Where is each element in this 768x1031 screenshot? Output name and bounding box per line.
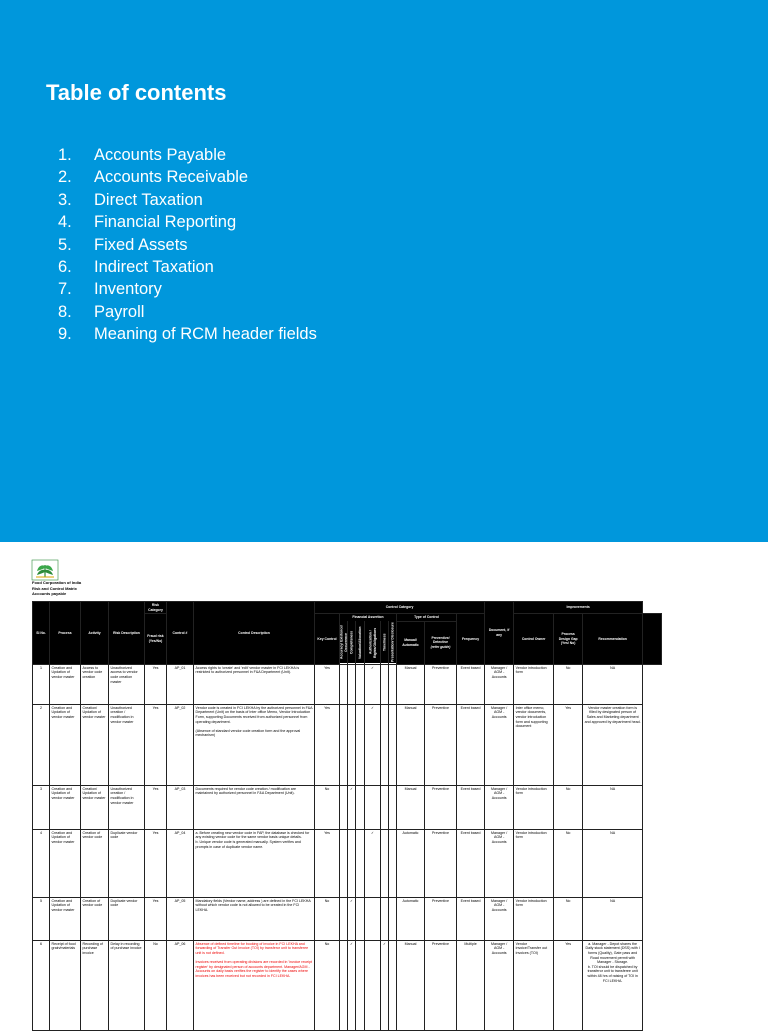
col-presentation: Presentation/ Disclosure xyxy=(389,621,397,664)
toc-item[interactable] xyxy=(58,323,317,345)
col-risk-category: Risk Category xyxy=(145,602,167,614)
toc-item-number: 9. xyxy=(58,325,72,344)
cell-risk: Unauthorized creation / modification in vendor master xyxy=(109,785,145,829)
cell-assertion xyxy=(340,897,348,940)
cell-process: Creation and Updation of vendor master xyxy=(50,704,81,785)
cell-assertion: ✓ xyxy=(348,897,356,940)
cell-assertion: ✓ xyxy=(348,940,356,1030)
cell-gap: No xyxy=(554,785,583,829)
col-financial-assertion: Financial Assertion xyxy=(340,614,397,622)
cell-assertion xyxy=(389,785,397,829)
toc-item-label: Payroll xyxy=(94,302,145,321)
col-key-control: Key Control xyxy=(315,614,340,665)
toc-list xyxy=(58,144,317,346)
cell-owner: Manager / AGM - Accounts xyxy=(485,940,514,1030)
cell-control-desc xyxy=(194,704,315,785)
cell-frequency: Event based xyxy=(457,664,485,704)
matrix-title: Risk and Control Matrix xyxy=(32,585,77,591)
cell-preventive: Preventive xyxy=(425,664,457,704)
col-risk-description: Risk Description xyxy=(109,602,145,665)
toc-item[interactable] xyxy=(58,301,317,323)
toc-item-number: 6. xyxy=(58,258,72,277)
cell-assertion: ✓ xyxy=(348,785,356,829)
cell-risk: Unauthorized access to vendor code creation master xyxy=(109,664,145,704)
cell-fraud: Yes xyxy=(145,897,167,940)
col-timeliness: Timeliness xyxy=(381,621,389,664)
cell-assertion xyxy=(389,897,397,940)
cell-assertion xyxy=(348,704,356,785)
toc-item-number: 3. xyxy=(58,190,72,209)
cell-assertion xyxy=(340,664,348,704)
cell-assertion xyxy=(340,829,348,897)
cell-sl: 3 xyxy=(33,785,50,829)
col-authorization: Authorization / Rights/Obligations xyxy=(365,621,381,664)
cell-risk: Delay in recording of purchase invoice xyxy=(109,940,145,1030)
refer-guide-label: (refer guide) xyxy=(430,645,451,650)
toc-item-number: 5. xyxy=(58,235,72,254)
table-row[interactable] xyxy=(33,785,662,829)
cell-owner: Manager / AGM - Accounts xyxy=(485,829,514,897)
col-process: Process xyxy=(50,602,81,665)
cell-owner: Manager / AGM - Accounts xyxy=(485,785,514,829)
cell-control-no: AP_05 xyxy=(167,897,194,940)
rcm-table xyxy=(32,601,662,1031)
cell-activity: Creation/ Updation of vendor master xyxy=(81,785,109,829)
toc-item-label: Meaning of RCM header fields xyxy=(94,325,317,344)
cell-assertion xyxy=(356,940,365,1030)
toc-item[interactable] xyxy=(58,278,317,300)
cell-frequency: Event based xyxy=(457,829,485,897)
toc-item[interactable] xyxy=(58,234,317,256)
cell-key: Yes xyxy=(315,664,340,704)
cell-manual: Manual xyxy=(397,785,425,829)
cell-process: Creation and Updation of vendor master xyxy=(50,785,81,829)
cell-preventive: Preventive xyxy=(425,940,457,1030)
col-sl-no: Sl No. xyxy=(33,602,50,665)
toc-item-label: Financial Reporting xyxy=(94,213,237,232)
cell-activity: Recording of purchase invoice xyxy=(81,940,109,1030)
cell-owner: Manager / AGM - Accounts xyxy=(485,704,514,785)
toc-item[interactable] xyxy=(58,189,317,211)
col-preventive-detective xyxy=(425,621,457,664)
cell-recommendation: NA xyxy=(583,664,643,704)
org-name: Food Corporation of India xyxy=(32,580,82,585)
cell-recommendation: Vendor master creation form is filled by designated person of Sales and Marketing department and approved by department head. xyxy=(583,704,643,785)
cell-control-no: AP_06 xyxy=(167,940,194,1030)
cell-manual: Manual xyxy=(397,940,425,1030)
cell-manual: Manual xyxy=(397,664,425,704)
cell-key: No xyxy=(315,785,340,829)
cell-assertion: ✓ xyxy=(365,704,381,785)
cell-key: No xyxy=(315,940,340,1030)
cell-control-desc: Documents required for vendor code creation / modification are maintained by authorized personnel in F&A Department (Unit). xyxy=(194,785,315,829)
cell-control-desc: Mandatory fields (Vendor name, address ) are defined in the FCI LEKHA without which vendor code is not allowed to be created in the FCI LEKHA. xyxy=(194,897,315,940)
cell-assertion xyxy=(381,785,389,829)
col-type-of-control: Type of Control xyxy=(397,614,457,622)
toc-item-number: 1. xyxy=(58,146,72,164)
col-control-no: Control # xyxy=(167,602,194,665)
cell-control-desc xyxy=(194,940,315,1030)
cell-control-no: AP_03 xyxy=(167,785,194,829)
col-spacer xyxy=(643,614,662,665)
col-accuracy: Accuracy/ Existence/ Occurrence xyxy=(340,621,348,664)
table-row[interactable] xyxy=(33,829,662,897)
cell-assertion xyxy=(389,704,397,785)
cell-document: Vendor introduction form xyxy=(514,664,554,704)
cell-gap: No xyxy=(554,664,583,704)
cell-activity: Access to vendor code creation xyxy=(81,664,109,704)
cell-process: Creation and Updation of vendor master xyxy=(50,829,81,897)
table-row[interactable] xyxy=(33,897,662,940)
cell-assertion: ✓ xyxy=(365,829,381,897)
cell-assertion xyxy=(381,664,389,704)
cell-control-no: AP_02 xyxy=(167,704,194,785)
cell-assertion xyxy=(340,704,348,785)
cell-assertion: ✓ xyxy=(365,664,381,704)
cell-control-desc: a. Before creating new vendor code in FAP, the database is checked for any existing vendor code for the same vendor basis unique details. b. Unique vendor code is generated manually. System verifies and prompts in case of duplicate vendor name. xyxy=(194,829,315,897)
cell-sl: 5 xyxy=(33,897,50,940)
cell-assertion xyxy=(381,704,389,785)
col-valuation: Valuation/Allocation xyxy=(356,621,365,664)
cell-key: Yes xyxy=(315,704,340,785)
col-completeness: Completeness xyxy=(348,621,356,664)
cell-document: Vendor invoice/Transfer out invoices (TOI) xyxy=(514,940,554,1030)
toc-item[interactable] xyxy=(58,211,317,233)
cell-assertion xyxy=(365,785,381,829)
control-desc-gap-text: (Absence of standard vendor code creation form and the approval mechanism) xyxy=(195,728,301,738)
cell-control-desc: Access rights to 'create' and 'edit' vendor master in FCI LEKHA is restricted to authorized personnel in F&A Department (Unit). xyxy=(194,664,315,704)
cell-risk: Unauthorized creation / modification in vendor master xyxy=(109,704,145,785)
cell-sl: 4 xyxy=(33,829,50,897)
document-header xyxy=(32,580,81,597)
col-design-gap: Process Design Gap (Yes/ No) xyxy=(554,614,583,665)
cell-document: Vendor introduction form xyxy=(514,785,554,829)
cell-frequency: Event based xyxy=(457,704,485,785)
cell-control-no: AP_04 xyxy=(167,829,194,897)
cell-assertion xyxy=(381,829,389,897)
cell-owner: Manager / AGM - Accounts xyxy=(485,897,514,940)
cell-assertion xyxy=(389,664,397,704)
cell-assertion xyxy=(340,940,348,1030)
cell-activity: Creation of vendor code xyxy=(81,897,109,940)
cell-recommendation: NA xyxy=(583,785,643,829)
table-row[interactable] xyxy=(33,940,662,1030)
table-row[interactable] xyxy=(33,704,662,785)
col-document: Document, if any xyxy=(485,602,514,665)
cell-preventive: Preventive xyxy=(425,785,457,829)
cell-gap: Yes xyxy=(554,704,583,785)
cell-assertion xyxy=(389,940,397,1030)
cell-gap: No xyxy=(554,897,583,940)
col-control-category: Control Category xyxy=(315,602,485,614)
cell-assertion xyxy=(348,664,356,704)
col-manual-automatic: Manual/ Automatic xyxy=(397,621,425,664)
cell-activity: Creation/ Updation of vendor master xyxy=(81,704,109,785)
toc-item-number: 2. xyxy=(58,168,72,187)
cell-sl: 1 xyxy=(33,664,50,704)
cell-risk: Duplicate vendor code xyxy=(109,829,145,897)
col-recommendation: Recommendation xyxy=(583,614,643,665)
cell-sl: 6 xyxy=(33,940,50,1030)
cell-assertion xyxy=(356,785,365,829)
cell-assertion xyxy=(356,664,365,704)
cell-preventive: Preventive xyxy=(425,897,457,940)
cell-process: Receipt of food grain/materials xyxy=(50,940,81,1030)
cell-gap: No xyxy=(554,829,583,897)
cell-assertion xyxy=(389,829,397,897)
cell-fraud: Yes xyxy=(145,829,167,897)
col-activity: Activity xyxy=(81,602,109,665)
preventive-label: Preventive/ Detective xyxy=(431,635,450,645)
toc-item-label: Inventory xyxy=(94,280,162,299)
header-row xyxy=(33,602,662,614)
cell-document: Vendor introduction form xyxy=(514,829,554,897)
cell-key: No xyxy=(315,897,340,940)
cell-assertion: ✓ xyxy=(381,940,389,1030)
cell-fraud: Yes xyxy=(145,704,167,785)
col-frequency: Frequency xyxy=(457,614,485,665)
cell-recommendation: a. Manager - Depot shares the Daily stock statement (DSS) with I forms (Quality), Gate pass and Road movement permit with Manager - Storage. b. TOI should be dispatched by transferor unit to transferee unit within 48 hrs of raising of TOI in FCI LEKHA. xyxy=(583,940,643,1030)
toc-item-number: 8. xyxy=(58,302,72,321)
cell-frequency: Event based xyxy=(457,785,485,829)
fci-logo-icon xyxy=(32,560,58,580)
cell-manual: Automatic xyxy=(397,829,425,897)
cell-recommendation: NA xyxy=(583,897,643,940)
cell-assertion xyxy=(365,940,381,1030)
toc-title: Table of contents xyxy=(46,80,227,105)
cell-assertion xyxy=(348,829,356,897)
cell-document: Vendor introduction form xyxy=(514,897,554,940)
cell-document: Inter office memo, vendor documents, vendor introduction form and supporting document xyxy=(514,704,554,785)
cell-control-no: AP_01 xyxy=(167,664,194,704)
cell-assertion xyxy=(356,897,365,940)
cell-owner: Manager / AGM - Accounts xyxy=(485,664,514,704)
cell-assertion xyxy=(340,785,348,829)
cell-manual: Manual xyxy=(397,704,425,785)
col-control-owner: Control Owner xyxy=(514,614,554,665)
table-row[interactable] xyxy=(33,664,662,704)
cell-fraud: Yes xyxy=(145,664,167,704)
cell-fraud: No xyxy=(145,940,167,1030)
toc-item-label: Fixed Assets xyxy=(94,235,188,254)
cell-assertion xyxy=(365,897,381,940)
cell-risk: Duplicate vendor code xyxy=(109,897,145,940)
toc-item-number: 7. xyxy=(58,280,72,299)
section-title: Accounts payable xyxy=(32,591,67,596)
control-desc-text: Vendor code is created in FCI LEKHA by the authorized personnel in F&A Department (Unit) on the basis of Inter office Memo, Vendor Introduction Form, supporting Documents received from authorized personnel from operating department. xyxy=(195,705,313,724)
cell-frequency: Event based xyxy=(457,897,485,940)
toc-item[interactable] xyxy=(58,256,317,278)
col-fraud-risk: Fraud risk (Yes/No) xyxy=(145,614,167,665)
cell-assertion xyxy=(356,829,365,897)
cell-fraud: Yes xyxy=(145,785,167,829)
cell-process: Creation and Updation of vendor master xyxy=(50,897,81,940)
control-desc-text: Invoices received from operating divisions are recorded in 'invoice receipt register' by designated person of accounts department. Manager/AGM - Accounts on daily basis verifies the register to identify the cases where invoices has been received but not recorded in FCI LEKHA. xyxy=(195,960,313,978)
cell-key: Yes xyxy=(315,829,340,897)
cell-preventive: Preventive xyxy=(425,829,457,897)
cell-frequency: Multiple xyxy=(457,940,485,1030)
toc-item[interactable] xyxy=(58,166,317,188)
toc-item-label: Direct Taxation xyxy=(94,190,203,209)
cell-assertion xyxy=(381,897,389,940)
col-improvements: Improvements xyxy=(514,602,643,614)
control-desc-gap-text: Absence of defined timeline for booking of invoice in FCI LEKHA and forwarding of Transfer Out Invoice (TOI) by transferor unit to transferee unit is not defined. xyxy=(195,941,309,955)
cell-process: Creation and Updation of vendor master xyxy=(50,664,81,704)
cell-recommendation: NA xyxy=(583,829,643,897)
cell-assertion xyxy=(356,704,365,785)
toc-item[interactable] xyxy=(58,144,317,166)
toc-item-label: Accounts Receivable xyxy=(94,168,249,187)
toc-item-number: 4. xyxy=(58,213,72,232)
cell-activity: Creation of vendor code xyxy=(81,829,109,897)
cell-sl: 2 xyxy=(33,704,50,785)
cell-gap: Yes xyxy=(554,940,583,1030)
toc-item-label: Indirect Taxation xyxy=(94,258,214,277)
col-control-description: Control Description xyxy=(194,602,315,665)
toc-item-label: Accounts Payable xyxy=(94,146,227,164)
cell-manual: Automatic xyxy=(397,897,425,940)
cell-preventive: Preventive xyxy=(425,704,457,785)
